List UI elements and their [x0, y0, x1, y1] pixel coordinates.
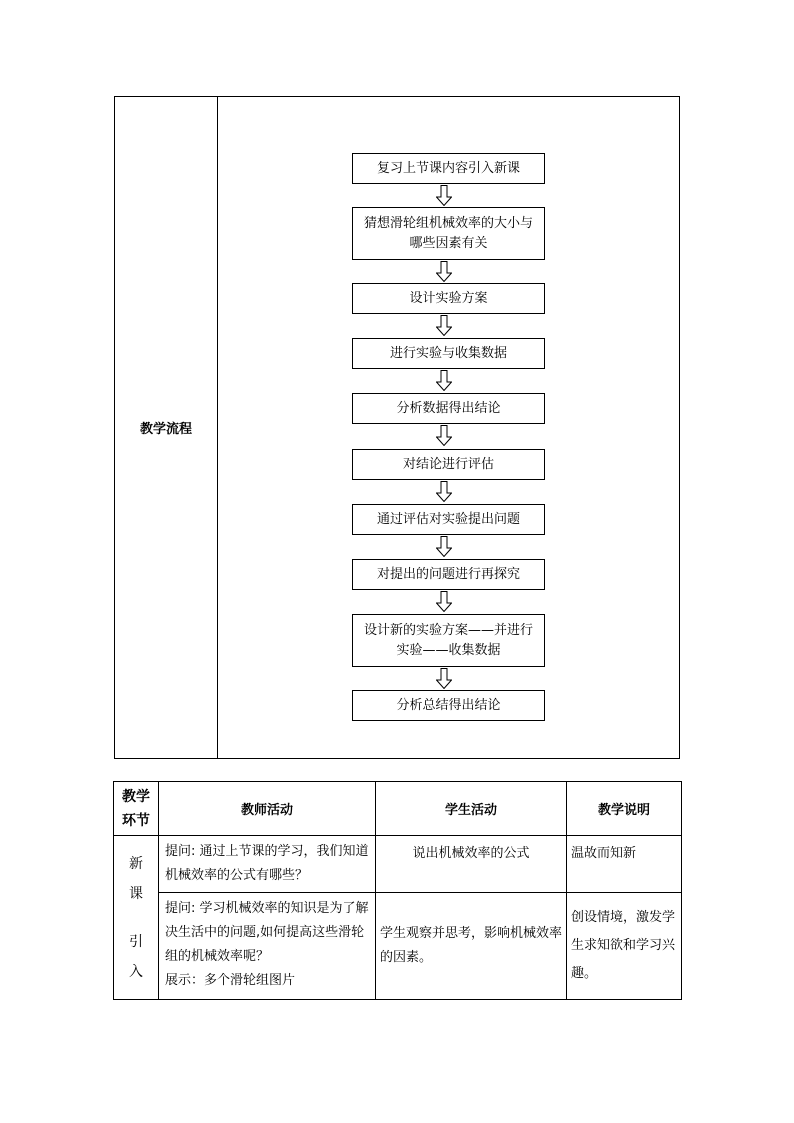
down-arrow-icon: [436, 425, 452, 446]
phase-cell: [114, 836, 159, 1000]
phase-char: 入: [129, 963, 143, 980]
flow-step-4: 进行实验与收集数据: [352, 338, 545, 369]
flow-step-6: 对结论进行评估: [352, 449, 545, 480]
teacher-activity-1: 提问: 通过上节课的学习，我们知道机械效率的公式有哪些？: [159, 836, 376, 893]
flow-step-7: 通过评估对实验提出问题: [352, 504, 545, 535]
header-phase-line2: 环节: [122, 812, 150, 829]
down-arrow-icon: [436, 668, 452, 689]
header-phase-line1: 教学: [122, 788, 150, 805]
down-arrow-icon: [436, 591, 452, 612]
phase-char: 引: [129, 933, 143, 950]
header-notes: 教学说明: [567, 782, 682, 836]
down-arrow-icon: [436, 261, 452, 282]
teacher-activity-2-question: 提问: 学习机械效率的知识是为了解决生活中的问题,如何提高这些滑轮组的机械效率呢？: [165, 901, 369, 964]
flow-label: 教学流程: [115, 97, 218, 758]
header-student: 学生活动: [376, 782, 567, 836]
student-activity-2: 学生观察并思考，影响机械效率的因素。: [376, 893, 567, 1000]
table-row: [114, 893, 682, 1000]
flow-step-3: 设计实验方案: [352, 283, 545, 314]
down-arrow-icon: [436, 370, 452, 391]
teaching-activity-table: [113, 781, 682, 1000]
teaching-note-2: 创设情境，激发学生求知欲和学习兴趣。: [567, 893, 682, 1000]
down-arrow-icon: [436, 185, 452, 206]
flow-step-5: 分析数据得出结论: [352, 393, 545, 424]
teaching-note-1: 温故而知新: [567, 836, 682, 893]
table-row: [114, 836, 682, 893]
flow-step-2: 猜想滑轮组机械效率的大小与哪些因素有关: [352, 207, 545, 260]
header-phase: [114, 782, 159, 836]
down-arrow-icon: [436, 315, 452, 336]
flow-step-1: 复习上节课内容引入新课: [352, 153, 545, 184]
header-row: [114, 782, 682, 836]
down-arrow-icon: [436, 481, 452, 502]
phase-char: 新: [129, 855, 143, 872]
teacher-activity-2-display: 展示：多个滑轮组图片: [165, 973, 296, 988]
down-arrow-icon: [436, 536, 452, 557]
header-teacher: 教师活动: [159, 782, 376, 836]
teacher-activity-2: [159, 893, 376, 1000]
flow-step-8: 对提出的问题进行再探究: [352, 559, 545, 590]
flow-step-9: 设计新的实验方案——并进行实验——收集数据: [352, 614, 545, 667]
student-activity-1: 说出机械效率的公式: [376, 836, 567, 893]
flow-step-10: 分析总结得出结论: [352, 690, 545, 721]
teaching-flow-table: [114, 96, 680, 759]
phase-char: 课: [129, 885, 143, 902]
